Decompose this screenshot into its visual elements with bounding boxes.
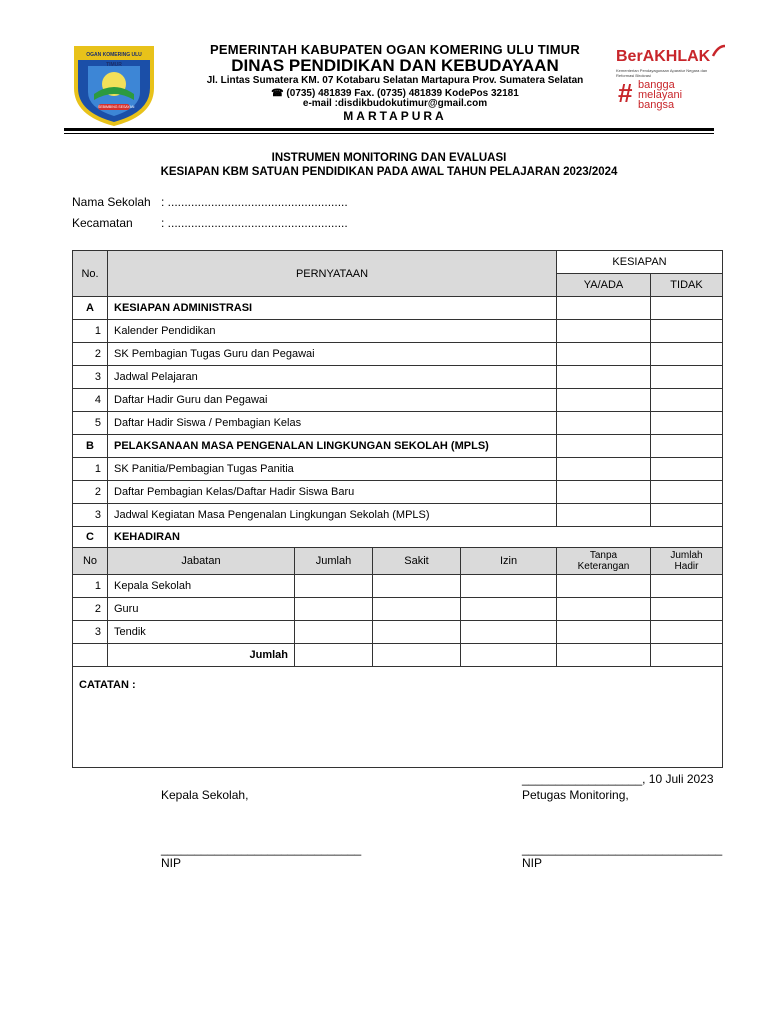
attendance-header-position: Jabatan: [108, 548, 295, 575]
section-c-row: [73, 527, 723, 548]
section-code: A: [73, 297, 108, 320]
attendance-header-permit: Izin: [461, 548, 557, 575]
total-cell[interactable]: [295, 598, 373, 621]
no-reason-cell[interactable]: [557, 621, 651, 644]
yes-cell[interactable]: [557, 458, 651, 481]
no-reason-line-1: Tanpa: [589, 550, 618, 561]
yes-cell[interactable]: [557, 504, 651, 527]
row-number: 3: [73, 366, 108, 389]
table-row: [73, 412, 723, 435]
header-divider-thin: [64, 133, 714, 134]
blank-cell: [73, 644, 108, 667]
present-cell[interactable]: [651, 621, 723, 644]
no-reason-cell[interactable]: [557, 644, 651, 667]
principal-nip: NIP: [161, 856, 182, 870]
row-number: 3: [73, 504, 108, 527]
attendance-header-sick: Sakit: [373, 548, 461, 575]
monitor-signature-line[interactable]: ______________________________: [522, 842, 723, 856]
yes-cell[interactable]: [557, 412, 651, 435]
attendance-header-total: Jumlah: [295, 548, 373, 575]
row-number: 3: [73, 621, 108, 644]
no-cell[interactable]: [651, 458, 723, 481]
attendance-header-row: [73, 548, 723, 575]
phone-icon: ☎: [271, 88, 284, 99]
header-government: PEMERINTAH KABUPATEN OGAN KOMERING ULU TIMUR: [210, 42, 580, 57]
hashtag-line-2: melayani: [638, 89, 683, 101]
attendance-total-row: [73, 644, 723, 667]
sick-cell[interactable]: [373, 598, 461, 621]
row-number: 4: [73, 389, 108, 412]
header-divider-thick: [64, 128, 714, 131]
table-row: [73, 481, 723, 504]
attendance-row: [73, 621, 723, 644]
header-readiness: KESIAPAN: [557, 251, 723, 274]
emblem-text-top: OGAN KOMERING ULU TIMUR: [86, 52, 142, 68]
row-number: 2: [73, 481, 108, 504]
header-no: No.: [73, 251, 108, 297]
header-no-answer: TIDAK: [651, 274, 723, 297]
permit-cell[interactable]: [461, 575, 557, 598]
header-phone-text: (0735) 481839 Fax. (0735) 481839 KodePos 32181: [286, 88, 519, 99]
section-title: PELAKSANAAN MASA PENGENALAN LINGKUNGAN SEKOLAH (MPLS): [108, 435, 557, 458]
school-name-field[interactable]: : ......................................................: [161, 195, 348, 209]
permit-cell[interactable]: [461, 621, 557, 644]
school-name-label: Nama Sekolah: [72, 195, 151, 209]
row-text: SK Pembagian Tugas Guru dan Pegawai: [108, 343, 557, 366]
row-number: 1: [73, 320, 108, 343]
hashtag-line-3: bangsa: [638, 99, 675, 111]
header-city: MARTAPURA: [343, 109, 447, 123]
yes-cell[interactable]: [557, 481, 651, 504]
sick-cell[interactable]: [373, 644, 461, 667]
present-cell[interactable]: [651, 575, 723, 598]
row-text: Jadwal Kegiatan Masa Pengenalan Lingkungan Sekolah (MPLS): [108, 504, 557, 527]
no-reason-cell[interactable]: [557, 575, 651, 598]
total-cell[interactable]: [295, 644, 373, 667]
hashtag-icon: #: [618, 78, 633, 108]
row-number: 5: [73, 412, 108, 435]
yes-cell[interactable]: [557, 389, 651, 412]
row-text: Daftar Hadir Siswa / Pembagian Kelas: [108, 412, 557, 435]
sick-cell[interactable]: [373, 621, 461, 644]
berakhlak-tagline: Kementerian Pendayagunaan Aparatur Negara dan Reformasi Birokrasi: [616, 68, 708, 78]
berakhlak-brand: BerAKHLAK: [616, 48, 711, 65]
monitoring-table: [72, 250, 723, 768]
emblem-text-bottom: SEBIMBING SESAYAN: [98, 105, 135, 109]
table-row: [73, 389, 723, 412]
row-number: 2: [73, 343, 108, 366]
attendance-row: [73, 575, 723, 598]
row-text: Jadwal Pelajaran: [108, 366, 557, 389]
hashtag-line-1: bangga: [638, 79, 675, 91]
table-row: [73, 458, 723, 481]
no-cell[interactable]: [651, 297, 723, 320]
present-cell[interactable]: [651, 644, 723, 667]
header-email: e-mail :disdikbudokutimur@gmail.com: [302, 98, 488, 109]
row-number: 1: [73, 575, 108, 598]
row-number: 2: [73, 598, 108, 621]
no-cell[interactable]: [651, 366, 723, 389]
document-subtitle: KESIAPAN KBM SATUAN PENDIDIKAN PADA AWAL TAHUN PELAJARAN 2023/2024: [160, 166, 618, 178]
table-row: [73, 343, 723, 366]
row-text: Daftar Hadir Guru dan Pegawai: [108, 389, 557, 412]
header-statement: PERNYATAAN: [108, 251, 557, 297]
present-line-1: Jumlah: [670, 550, 703, 561]
section-a-row: [73, 297, 723, 320]
present-line-2: Hadir: [674, 561, 699, 572]
yes-cell[interactable]: [557, 297, 651, 320]
yes-cell[interactable]: [557, 366, 651, 389]
yes-cell[interactable]: [557, 435, 651, 458]
total-label: Jumlah: [108, 644, 295, 667]
berakhlak-logo: [616, 44, 728, 114]
yes-cell[interactable]: [557, 343, 651, 366]
attendance-row: [73, 598, 723, 621]
header-yes: YA/ADA: [557, 274, 651, 297]
document-title: INSTRUMEN MONITORING DAN EVALUASI: [271, 152, 507, 164]
sick-cell[interactable]: [373, 575, 461, 598]
row-text: Kalender Pendidikan: [108, 320, 557, 343]
principal-signature-line[interactable]: ______________________________: [161, 842, 362, 856]
notes-label: CATATAN :: [79, 679, 136, 691]
principal-title: Kepala Sekolah,: [161, 788, 249, 802]
section-title: KESIAPAN ADMINISTRASI: [108, 297, 557, 320]
attendance-header-no-reason: [557, 548, 651, 575]
present-cell[interactable]: [651, 598, 723, 621]
no-reason-line-2: Keterangan: [577, 561, 630, 572]
header-agency: DINAS PENDIDIKAN DAN KEBUDAYAAN: [231, 56, 559, 75]
yes-cell[interactable]: [557, 320, 651, 343]
table-row: [73, 320, 723, 343]
row-text: Kepala Sekolah: [108, 575, 295, 598]
no-cell[interactable]: [651, 343, 723, 366]
row-text: Guru: [108, 598, 295, 621]
district-label: Kecamatan: [72, 216, 133, 230]
monitor-nip: NIP: [522, 856, 543, 870]
date-line: __________________, 10 Juli 2023: [522, 772, 714, 786]
header-address: Jl. Lintas Sumatera KM. 07 Kotabaru Selatan Martapura Prov. Sumatera Selatan: [206, 75, 584, 86]
total-cell[interactable]: [295, 575, 373, 598]
row-text: Daftar Pembagian Kelas/Daftar Hadir Siswa Baru: [108, 481, 557, 504]
monitor-title: Petugas Monitoring,: [522, 788, 629, 802]
row-number: 1: [73, 458, 108, 481]
row-text: SK Panitia/Pembagian Tugas Panitia: [108, 458, 557, 481]
no-cell[interactable]: [651, 412, 723, 435]
no-cell[interactable]: [651, 435, 723, 458]
no-cell[interactable]: [651, 320, 723, 343]
notes-area[interactable]: [73, 667, 723, 768]
total-cell[interactable]: [295, 621, 373, 644]
section-code: C: [73, 527, 108, 548]
no-cell[interactable]: [651, 504, 723, 527]
section-code: B: [73, 435, 108, 458]
row-text: Tendik: [108, 621, 295, 644]
brand-swoosh-icon: [712, 44, 726, 58]
permit-cell[interactable]: [461, 598, 557, 621]
table-row: [73, 366, 723, 389]
no-reason-cell[interactable]: [557, 598, 651, 621]
regency-emblem: [72, 42, 156, 126]
no-cell[interactable]: [651, 481, 723, 504]
section-b-row: [73, 435, 723, 458]
table-row: [73, 504, 723, 527]
attendance-header-no: No: [73, 548, 108, 575]
section-title: KEHADIRAN: [108, 527, 723, 548]
permit-cell[interactable]: [461, 644, 557, 667]
attendance-header-present: [651, 548, 723, 575]
notes-row: [73, 667, 723, 768]
district-field[interactable]: : ......................................................: [161, 216, 348, 230]
no-cell[interactable]: [651, 389, 723, 412]
